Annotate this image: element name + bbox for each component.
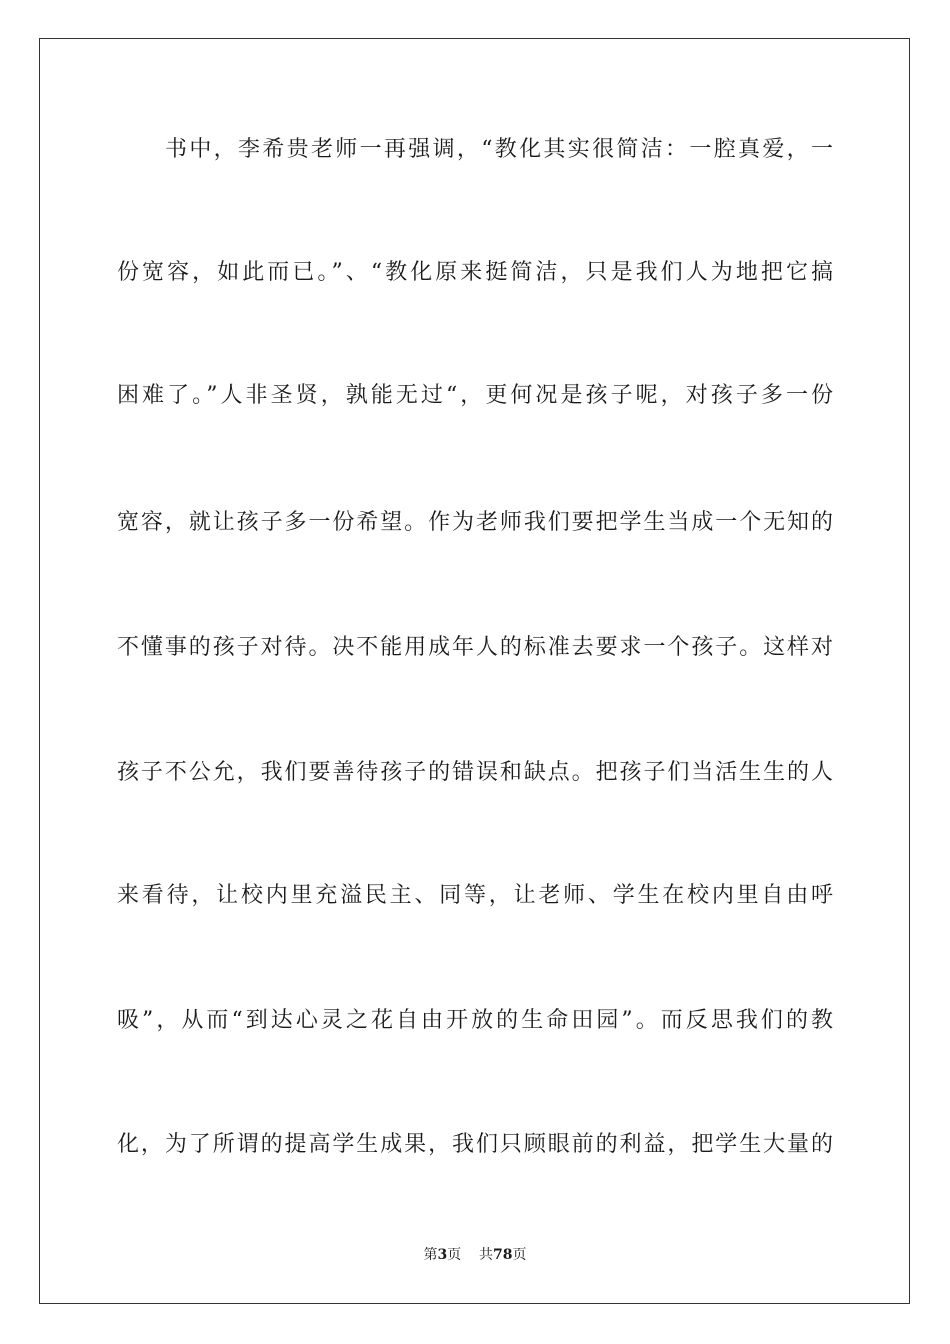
footer-page-suffix: 页 xyxy=(447,1247,462,1263)
footer-page-number: 3 xyxy=(437,1247,448,1263)
footer-total-pages: 78 xyxy=(493,1247,513,1263)
body-line-7: 来看待，让校内里充溢民主、同等，让老师、学生在校内里自由呼 xyxy=(117,883,833,908)
footer-total-suffix: 页 xyxy=(512,1247,527,1263)
body-line-6: 孩子不公允，我们要善待孩子的错误和缺点。把孩子们当活生生的人 xyxy=(117,760,833,785)
body-line-5: 不懂事的孩子对待。决不能用成年人的标准去要求一个孩子。这样对 xyxy=(117,635,833,660)
body-line-4: 宽容，就让孩子多一份希望。作为老师我们要把学生当成一个无知的 xyxy=(117,510,833,535)
body-line-3: 困难了。”人非圣贤，孰能无过“，更何况是孩子呢，对孩子多一份 xyxy=(117,383,833,408)
body-line-2: 份宽容，如此而已。”、“教化原来挺简洁，只是我们人为地把它搞 xyxy=(117,260,833,285)
page-border xyxy=(39,38,910,1304)
body-line-8: 吸”，从而“到达心灵之花自由开放的生命田园”。而反思我们的教 xyxy=(117,1008,833,1033)
body-line-9: 化，为了所谓的提高学生成果，我们只顾眼前的利益，把学生大量的 xyxy=(117,1132,833,1157)
footer-total-prefix: 共 xyxy=(479,1247,494,1263)
footer-page-prefix: 第 xyxy=(423,1247,438,1263)
page-footer xyxy=(0,1246,950,1264)
body-line-1: 书中，李希贵老师一再强调，“教化其实很简洁：一腔真爱，一 xyxy=(165,137,833,162)
